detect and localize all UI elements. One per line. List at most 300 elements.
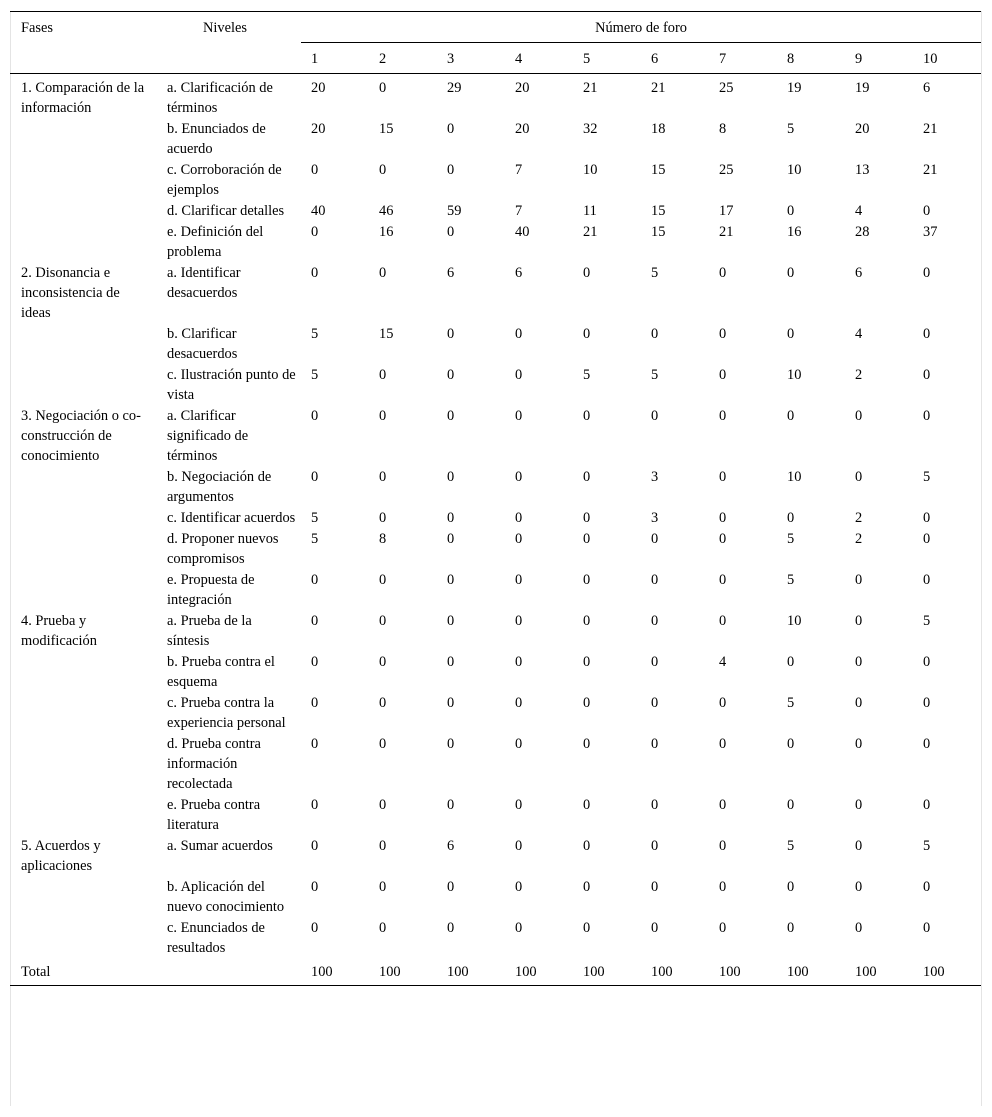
value-cell: 0 [923,367,931,383]
value-cell: 0 [447,121,455,137]
table-row [10,119,981,160]
value-cell: 13 [855,162,870,178]
fase-cell [10,734,156,795]
value-cell: 20 [515,80,530,96]
table-row [10,406,981,467]
value-cell: 0 [447,736,455,752]
value-cell: 5 [787,838,795,854]
value-cell: 5 [787,531,795,547]
value-cell: 0 [515,367,523,383]
value-cell: 0 [719,572,727,588]
value-cell: 20 [515,121,530,137]
value-cell: 0 [515,920,523,936]
fase-cell: 3. Negociación o co-construcción de conocimiento [21,408,141,464]
value-cell: 0 [923,654,931,670]
value-cell: 0 [379,265,387,281]
fase-cell: 1. Comparación de la información [21,80,145,116]
nivel-cell: a. Clarificar significado de términos [167,408,249,464]
value-cell: 0 [923,736,931,752]
value-cell: 5 [311,367,319,383]
value-cell: 0 [515,408,523,424]
fase-cell: 4. Prueba y modificación [21,613,97,649]
value-cell: 0 [855,469,863,485]
value-cell: 0 [311,838,319,854]
value-cell: 6 [447,838,455,854]
value-cell: 0 [515,469,523,485]
nivel-cell: c. Corroboración de ejemplos [167,162,282,198]
value-cell: 0 [923,203,931,219]
header-foro-8: 8 [777,43,845,74]
table-row [10,467,981,508]
value-cell: 0 [855,572,863,588]
fase-cell [10,877,156,918]
value-cell: 0 [719,736,727,752]
value-cell: 10 [787,469,802,485]
value-cell: 20 [311,80,326,96]
value-cell: 6 [855,265,863,281]
value-cell: 0 [447,510,455,526]
fase-cell [10,119,156,160]
nivel-cell: b. Negociación de argumentos [167,469,272,505]
value-cell: 0 [651,654,659,670]
value-cell: 17 [719,203,734,219]
value-cell: 0 [719,367,727,383]
value-cell: 0 [311,736,319,752]
value-cell: 0 [379,920,387,936]
total-value: 100 [641,959,709,986]
value-cell: 0 [447,797,455,813]
value-cell: 15 [651,224,666,240]
value-cell: 0 [719,879,727,895]
total-value: 100 [369,959,437,986]
value-cell: 0 [719,510,727,526]
table-row [10,611,981,652]
value-cell: 5 [311,531,319,547]
value-cell: 0 [719,265,727,281]
value-cell: 0 [855,736,863,752]
value-cell: 21 [583,80,598,96]
value-cell: 6 [923,80,931,96]
value-cell: 0 [379,654,387,670]
value-cell: 3 [651,510,659,526]
fase-cell [10,222,156,263]
value-cell: 0 [923,920,931,936]
value-cell: 29 [447,80,462,96]
value-cell: 0 [379,408,387,424]
value-cell: 0 [719,695,727,711]
value-cell: 0 [855,920,863,936]
header-foro-2: 2 [369,43,437,74]
fase-cell: 5. Acuerdos y aplicaciones [21,838,101,874]
value-cell: 0 [379,572,387,588]
table-row [10,160,981,201]
nivel-cell: a. Sumar acuerdos [167,838,273,854]
nivel-cell: b. Enunciados de acuerdo [167,121,266,157]
value-cell: 0 [379,469,387,485]
value-cell: 0 [379,613,387,629]
nivel-cell: c. Identificar acuerdos [167,510,296,526]
value-cell: 5 [651,367,659,383]
value-cell: 0 [719,797,727,813]
value-cell: 37 [923,224,938,240]
fase-cell [10,570,156,611]
value-cell: 0 [447,879,455,895]
value-cell: 0 [447,920,455,936]
value-cell: 0 [311,162,319,178]
fase-cell [10,652,156,693]
value-cell: 15 [651,203,666,219]
nivel-cell: c. Ilustración punto de vista [167,367,296,403]
header-numero-foro: Número de foro [301,12,981,43]
value-cell: 0 [719,408,727,424]
value-cell: 0 [379,736,387,752]
value-cell: 0 [787,879,795,895]
value-cell: 0 [583,695,591,711]
value-cell: 0 [719,838,727,854]
value-cell: 0 [311,408,319,424]
value-cell: 0 [651,408,659,424]
nivel-cell: a. Identificar desacuerdos [167,265,241,301]
value-cell: 0 [311,613,319,629]
table-row [10,74,981,120]
value-cell: 40 [515,224,530,240]
fase-cell: 2. Disonancia e inconsistencia de ideas [21,265,120,321]
value-cell: 0 [515,531,523,547]
table-row [10,734,981,795]
value-cell: 0 [311,469,319,485]
total-value: 100 [777,959,845,986]
fase-cell [10,201,156,222]
value-cell: 0 [583,879,591,895]
value-cell: 0 [855,797,863,813]
value-cell: 0 [923,572,931,588]
value-cell: 5 [651,265,659,281]
value-cell: 0 [583,531,591,547]
value-cell: 8 [379,531,387,547]
value-cell: 0 [787,408,795,424]
header-foro-4: 4 [505,43,573,74]
nivel-cell: d. Prueba contra información recolectada [167,736,261,792]
value-cell: 0 [651,838,659,854]
value-cell: 2 [855,531,863,547]
value-cell: 0 [855,613,863,629]
value-cell: 0 [447,695,455,711]
value-cell: 0 [311,695,319,711]
table-row [10,652,981,693]
total-value: 100 [437,959,505,986]
table-row [10,263,981,324]
value-cell: 0 [719,469,727,485]
value-cell: 0 [583,654,591,670]
table-row [10,222,981,263]
value-cell: 0 [583,469,591,485]
value-cell: 0 [447,162,455,178]
fase-cell [10,529,156,570]
nivel-cell: e. Prueba contra literatura [167,797,261,833]
value-cell: 21 [923,121,938,137]
value-cell: 0 [583,838,591,854]
table-header [10,12,981,74]
value-cell: 0 [583,613,591,629]
value-cell: 5 [923,469,931,485]
value-cell: 0 [515,613,523,629]
value-cell: 0 [447,224,455,240]
fase-cell [10,324,156,365]
value-cell: 7 [515,203,523,219]
value-cell: 0 [923,797,931,813]
value-cell: 0 [379,80,387,96]
value-cell: 0 [515,879,523,895]
value-cell: 59 [447,203,462,219]
value-cell: 0 [787,326,795,342]
value-cell: 0 [855,838,863,854]
value-cell: 0 [583,797,591,813]
total-label: Total [10,959,156,986]
value-cell: 10 [583,162,598,178]
value-cell: 0 [787,203,795,219]
value-cell: 3 [651,469,659,485]
total-value: 100 [913,959,981,986]
value-cell: 0 [583,326,591,342]
value-cell: 0 [379,879,387,895]
table-row [10,693,981,734]
value-cell: 0 [515,695,523,711]
fase-cell [10,693,156,734]
value-cell: 5 [311,326,319,342]
value-cell: 0 [855,695,863,711]
nivel-cell: b. Clarificar desacuerdos [167,326,238,362]
value-cell: 0 [379,695,387,711]
header-foro-7: 7 [709,43,777,74]
header-foro-5: 5 [573,43,641,74]
value-cell: 11 [583,203,597,219]
value-cell: 0 [515,326,523,342]
value-cell: 10 [787,162,802,178]
nivel-cell: c. Prueba contra la experiencia personal [167,695,286,731]
value-cell: 0 [787,920,795,936]
value-cell: 0 [311,572,319,588]
value-cell: 0 [311,920,319,936]
value-cell: 0 [583,736,591,752]
value-cell: 2 [855,367,863,383]
value-cell: 0 [651,797,659,813]
value-cell: 0 [583,920,591,936]
value-cell: 0 [379,367,387,383]
value-cell: 0 [651,326,659,342]
fase-cell [10,795,156,836]
header-foro-3: 3 [437,43,505,74]
value-cell: 0 [923,265,931,281]
nivel-cell: b. Aplicación del nuevo conocimiento [167,879,285,915]
value-cell: 0 [651,695,659,711]
value-cell: 0 [855,879,863,895]
value-cell: 28 [855,224,870,240]
value-cell: 10 [787,367,802,383]
table-row [10,918,981,959]
value-cell: 4 [719,654,727,670]
value-cell: 21 [583,224,598,240]
value-cell: 0 [923,531,931,547]
value-cell: 6 [515,265,523,281]
value-cell: 15 [379,326,394,342]
value-cell: 0 [311,224,319,240]
value-cell: 21 [719,224,734,240]
value-cell: 16 [787,224,802,240]
value-cell: 0 [855,408,863,424]
value-cell: 5 [923,613,931,629]
value-cell: 0 [923,408,931,424]
fase-cell [10,508,156,529]
value-cell: 0 [787,265,795,281]
value-cell: 0 [311,265,319,281]
value-cell: 25 [719,162,734,178]
value-cell: 18 [651,121,666,137]
value-cell: 0 [311,654,319,670]
value-cell: 0 [651,879,659,895]
fase-cell [10,365,156,406]
value-cell: 0 [379,510,387,526]
table-row [10,508,981,529]
total-value: 100 [573,959,641,986]
value-cell: 0 [583,408,591,424]
value-cell: 0 [379,797,387,813]
value-cell: 0 [311,797,319,813]
value-cell: 5 [787,695,795,711]
value-cell: 19 [787,80,802,96]
value-cell: 5 [787,572,795,588]
value-cell: 0 [651,920,659,936]
header-foro-1: 1 [301,43,369,74]
value-cell: 0 [379,162,387,178]
value-cell: 0 [651,613,659,629]
value-cell: 0 [719,920,727,936]
value-cell: 15 [651,162,666,178]
value-cell: 0 [583,572,591,588]
header-foro-9: 9 [845,43,913,74]
nivel-cell: c. Enunciados de resultados [167,920,265,956]
value-cell: 0 [855,654,863,670]
value-cell: 0 [651,736,659,752]
value-cell: 5 [583,367,591,383]
table-row [10,570,981,611]
value-cell: 0 [787,797,795,813]
value-cell: 0 [447,408,455,424]
value-cell: 0 [651,572,659,588]
value-cell: 21 [923,162,938,178]
table-body [10,74,981,986]
table-row [10,201,981,222]
value-cell: 7 [515,162,523,178]
value-cell: 0 [719,613,727,629]
value-cell: 0 [447,531,455,547]
nivel-cell: e. Propuesta de integración [167,572,255,608]
value-cell: 0 [515,797,523,813]
table-row [10,365,981,406]
header-foro-6: 6 [641,43,709,74]
table-container [10,11,981,986]
value-cell: 4 [855,203,863,219]
value-cell: 0 [583,510,591,526]
value-cell: 0 [515,838,523,854]
header-fases: Fases [10,12,156,74]
value-cell: 0 [447,367,455,383]
value-cell: 15 [379,121,394,137]
value-cell: 0 [787,654,795,670]
fase-cell [10,918,156,959]
value-cell: 0 [787,510,795,526]
value-cell: 0 [719,531,727,547]
total-value: 100 [845,959,913,986]
value-cell: 5 [787,121,795,137]
value-cell: 6 [447,265,455,281]
value-cell: 4 [855,326,863,342]
value-cell: 0 [447,572,455,588]
total-row [10,959,981,986]
table-row [10,795,981,836]
value-cell: 20 [855,121,870,137]
value-cell: 0 [651,531,659,547]
value-cell: 5 [311,510,319,526]
fase-cell [10,467,156,508]
value-cell: 0 [447,469,455,485]
value-cell: 0 [379,838,387,854]
value-cell: 0 [515,654,523,670]
value-cell: 0 [923,326,931,342]
value-cell: 0 [515,572,523,588]
nivel-cell: a. Clarificación de términos [167,80,273,116]
fase-cell [10,160,156,201]
value-cell: 21 [651,80,666,96]
total-value: 100 [505,959,573,986]
value-cell: 20 [311,121,326,137]
value-cell: 40 [311,203,326,219]
value-cell: 0 [515,510,523,526]
value-cell: 0 [719,326,727,342]
value-cell: 16 [379,224,394,240]
value-cell: 0 [447,613,455,629]
value-cell: 10 [787,613,802,629]
table-row [10,324,981,365]
value-cell: 0 [447,326,455,342]
total-empty [156,959,301,986]
nivel-cell: d. Clarificar detalles [167,203,285,219]
value-cell: 0 [515,736,523,752]
value-cell: 2 [855,510,863,526]
value-cell: 8 [719,121,727,137]
value-cell: 32 [583,121,598,137]
table-row [10,836,981,877]
value-cell: 19 [855,80,870,96]
table-row [10,877,981,918]
value-cell: 0 [923,510,931,526]
value-cell: 25 [719,80,734,96]
header-niveles: Niveles [156,12,301,74]
nivel-cell: d. Proponer nuevos compromisos [167,531,279,567]
total-value: 100 [709,959,777,986]
nivel-cell: b. Prueba contra el esquema [167,654,275,690]
header-foro-10: 10 [913,43,981,74]
value-cell: 0 [923,695,931,711]
value-cell: 0 [583,265,591,281]
nivel-cell: e. Definición del problema [167,224,264,260]
nivel-cell: a. Prueba de la síntesis [167,613,252,649]
value-cell: 46 [379,203,394,219]
value-cell: 5 [923,838,931,854]
total-value: 100 [301,959,369,986]
foro-phases-table [10,11,981,986]
value-cell: 0 [311,879,319,895]
value-cell: 0 [447,654,455,670]
